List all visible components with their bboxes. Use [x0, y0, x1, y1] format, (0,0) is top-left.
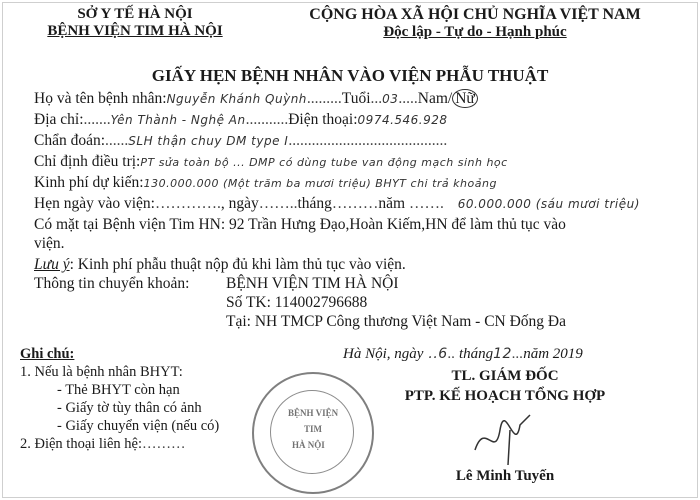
notes-item-2: 2. Điện thoại liên hệ:……… — [20, 436, 186, 452]
date-month: 12 — [493, 346, 512, 362]
gender-selected: Nữ — [452, 89, 478, 108]
transfer-account: Số TK: 114002796688 — [226, 294, 368, 311]
signer-role-1: TL. GIÁM ĐỐC — [451, 368, 559, 384]
age-value: 03 — [382, 92, 399, 106]
diagnosis-label: Chẩn đoán: — [34, 132, 106, 149]
age-label: Tuổi — [341, 90, 371, 107]
appointment-extra: 60.000.000 (sáu mươi triệu) — [457, 197, 640, 211]
cost-label: Kinh phí dự kiến: — [34, 174, 144, 191]
motto: Độc lập - Tự do - Hạnh phúc — [383, 24, 567, 40]
treatment-row — [34, 153, 508, 171]
transfer-label: Thông tin chuyển khoản: — [34, 275, 190, 292]
cost-value: 130.000.000 (Một trăm ba mươi triệu) BHYT chi trả khoảng — [143, 177, 497, 190]
appointment-label: Hẹn ngày vào viện: — [34, 195, 155, 212]
header-right — [270, 6, 680, 41]
notes-item-2-label: 2. Điện thoại liên hệ: — [20, 436, 143, 452]
header-left — [30, 6, 240, 40]
address-row: Địa chỉ:.......Yên Thành - Nghệ An...........Điện thoại:0974.546.928 — [34, 111, 448, 128]
signer-name: Lê Minh Tuyến — [455, 468, 555, 484]
document-title: GIẤY HẸN BỆNH NHÂN VÀO VIỆN PHẪU THUẬT — [151, 66, 549, 85]
treatment-value: PT sửa toàn bộ ... DMP có dùng tube van động mạch sinh học — [140, 156, 508, 169]
stamp-text-3: HÀ NỘI — [292, 440, 325, 450]
address-label: Địa chỉ: — [34, 111, 84, 128]
phone-value: 0974.546.928 — [357, 113, 448, 127]
appointment-year-label: năm — [378, 195, 406, 212]
date-day: 6 — [438, 346, 448, 362]
notes-sub-3: - Giấy chuyển viện (nếu có) — [57, 418, 220, 434]
appointment-day-label: , ngày — [220, 195, 259, 212]
hospital-stamp — [252, 372, 374, 494]
transfer-bank: Tại: NH TMCP Công thương Việt Nam - CN Đống Đa — [226, 313, 567, 330]
place-date-prefix: Hà Nội, ngày — [343, 346, 424, 362]
appointment-month-label: tháng — [297, 195, 332, 212]
notes-title: Ghi chú: — [20, 346, 75, 362]
year-label: năm 2019 — [523, 346, 583, 362]
month-label: tháng — [458, 346, 494, 362]
phone-label: Điện thoại: — [288, 111, 358, 128]
notes-section — [20, 345, 219, 453]
notes-item-1: 1. Nếu là bệnh nhân BHYT: — [20, 364, 183, 380]
stamp-text-1: BỆNH VIỆN — [288, 408, 339, 418]
country-name: CỘNG HÒA XÃ HỘI CHỦ NGHĨA VIỆT NAM — [309, 6, 641, 23]
name-value: Nguyễn Khánh Quỳnh — [166, 92, 307, 106]
hospital-name: BỆNH VIỆN TIM HÀ NỘI — [47, 23, 223, 39]
signer-role-2: PTP. KẾ HOẠCH TỔNG HỢP — [404, 388, 606, 404]
address-value: Yên Thành - Nghệ An — [110, 113, 246, 127]
diagnosis-value: SLH thận chuy DM type I — [128, 134, 289, 148]
appointment-row: Hẹn ngày vào viện:…………., ngày……..tháng………năm ……. 60.000.000 (sáu mươi triệu) — [34, 195, 640, 212]
place-date: Hà Nội, ngày ..6.. tháng12...năm 2019 — [343, 346, 583, 362]
transfer-name: BỆNH VIỆN TIM HÀ NỘI — [226, 275, 399, 292]
notes-sub-2: - Giấy tờ tùy thân có ảnh — [57, 400, 202, 416]
gender-label: Nam/ — [417, 90, 453, 107]
presence-text: Có mặt tại Bệnh viện Tim HN: 92 Trần Hưng Đạo,Hoàn Kiếm,HN để làm thủ tục vào — [34, 216, 566, 233]
treatment-label: Chỉ định điều trị: — [34, 153, 141, 170]
notes-sub-1: - Thẻ BHYT còn hạn — [57, 382, 180, 398]
signature-scribble — [470, 410, 540, 465]
note-label: Lưu ý — [34, 256, 70, 273]
name-row: Họ và tên bệnh nhân:Nguyễn Khánh Quỳnh.........Tuổi...03.....Nam/ Nữ — [34, 90, 478, 108]
note-text: : Kinh phí phẫu thuật nộp đủ khi làm thủ tục vào viện. — [69, 256, 406, 273]
stamp-text-2: TIM — [304, 424, 322, 434]
note-row — [34, 256, 406, 274]
ministry-name: SỞ Y TẾ HÀ NỘI — [77, 6, 193, 22]
name-label: Họ và tên bệnh nhân: — [34, 90, 167, 107]
presence-text-cont: viện. — [34, 235, 65, 252]
diagnosis-row: Chẩn đoán:......SLH thận chuy DM type I......................................... — [34, 132, 448, 149]
cost-row — [34, 174, 497, 192]
